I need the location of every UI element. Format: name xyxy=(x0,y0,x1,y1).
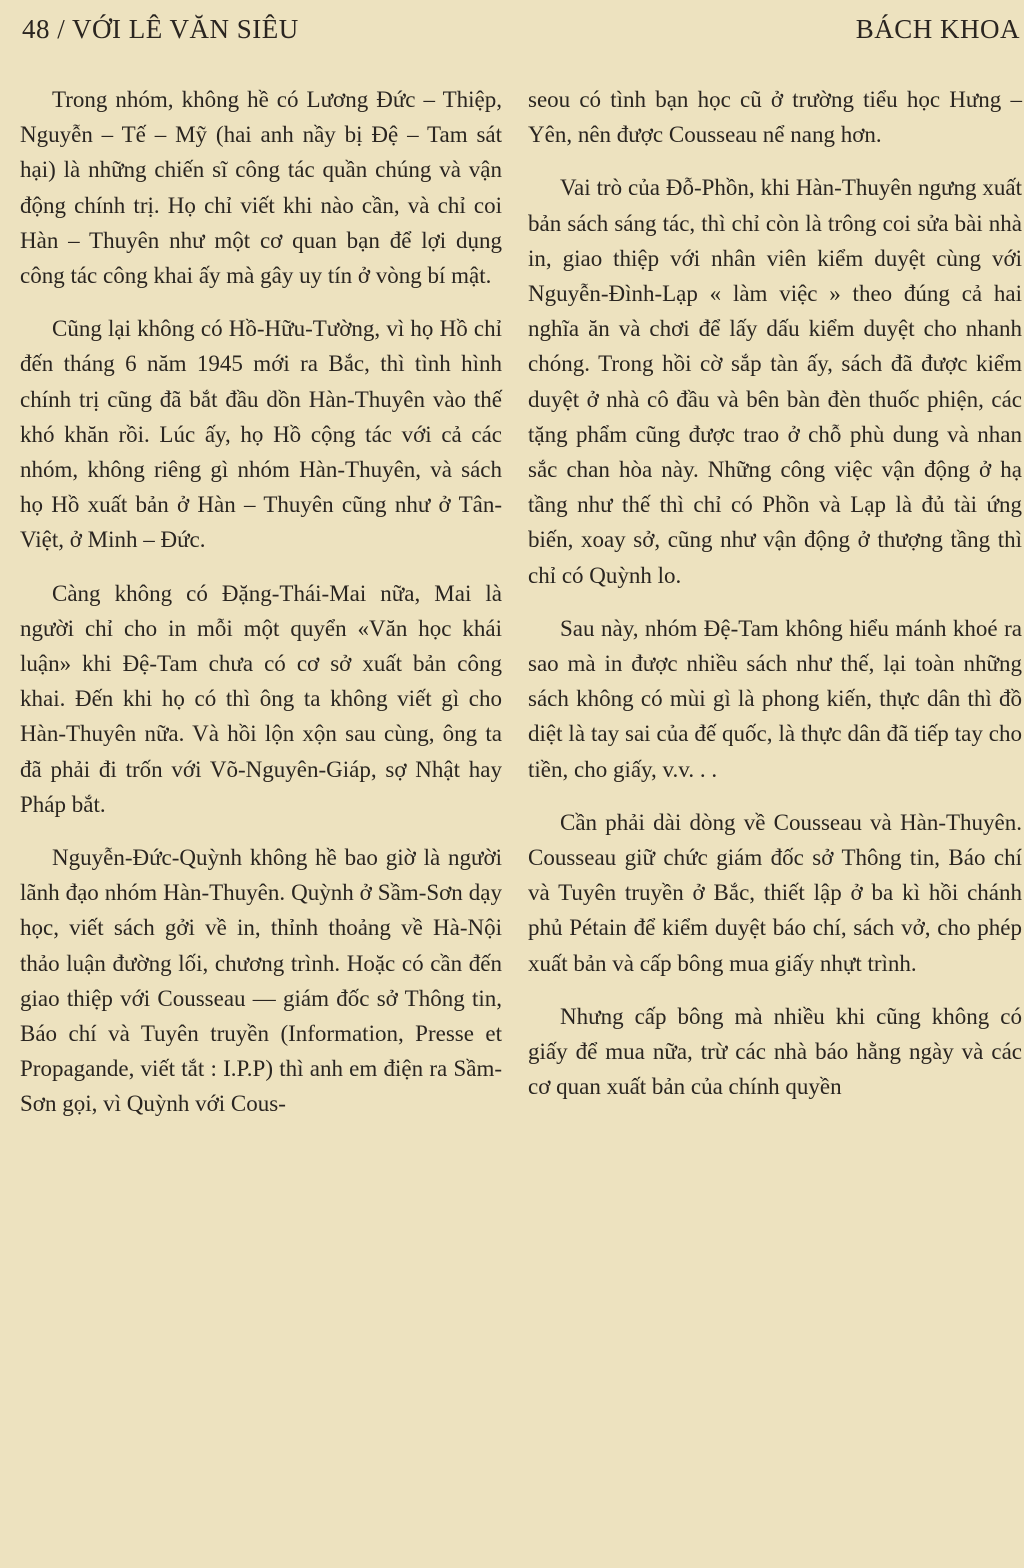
paragraph: Càng không có Đặng-Thái-Mai nữa, Mai là người chỉ cho in mỗi một quyển «Văn học khái luận» khi Đệ-Tam chưa có cơ sở xuất bản công khai. Đến khi họ có thì ông ta không viết gì cho Hàn-Thuyên nữa. Và hồi lộn xộn sau cùng, ông ta đã phải đi trốn với Võ-Nguyên-Giáp, sợ Nhật hay Pháp bắt. xyxy=(20,580,502,817)
header-left: 48 / VỚI LÊ VĂN SIÊU xyxy=(22,14,299,44)
paragraph: Cần phải dài dòng về Cousseau và Hàn-Thuyên. Cousseau giữ chức giám đốc sở Thông tin, Báo chí và Tuyên truyền ở Bắc, thiết lập ở ba kì hồi chánh phủ Pétain để kiểm duyệt báo chí, sách vở, cho phép xuất bản và cấp bông mua giấy nhựt trình. xyxy=(528,809,1022,976)
paragraph: Vai trò của Đỗ-Phồn, khi Hàn-Thuyên ngưng xuất bản sách sáng tác, thì chỉ còn là trông coi sửa bài nhà in, giao thiệp với nhân viên kiểm duyệt cùng với Nguyễn-Đình-Lạp « làm việc » theo đúng cả hai nghĩa ăn và chơi để lấy dấu kiểm duyệt cho nhanh chóng. Trong hồi cờ sắp tàn ấy, sách đã được kiểm duyệt ở nhà cô đầu và bên bàn đèn thuốc phiện, các tặng phẩm cũng được trao ở chỗ phù dung và nhan sắc chan hòa này. Những công việc vận động ở hạ tầng như thế thì chỉ có Phồn và Lạp là đủ tài ứng biến, xoay sở, cũng như vận động ở thượng tầng thì chỉ có Quỳnh lo. xyxy=(528,175,1022,588)
left-column xyxy=(20,82,502,1140)
paragraph: Trong nhóm, không hề có Lương Đức – Thiệp, Nguyễn – Tế – Mỹ (hai anh nầy bị Đệ – Tam sát hại) là những chiến sĩ công tác quần chúng và vận động chính trị. Họ chỉ viết khi nào cần, và chỉ coi Hàn – Thuyên như một cơ quan bạn để lợi dụng công tác công khai ấy mà gây uy tín ở vòng bí mật. xyxy=(20,87,502,289)
paragraph: Cũng lại không có Hồ-Hữu-Tường, vì họ Hồ chỉ đến tháng 6 năm 1945 mới ra Bắc, thì tình hình chính trị cũng đã bắt đầu dồn Hàn-Thuyên vào thế khó khăn rồi. Lúc ấy, họ Hồ cộng tác với cả các nhóm, không riêng gì nhóm Hàn-Thuyên, và sách họ Hồ xuất bản ở Hàn – Thuyên cũng như ở Tân-Việt, ở Minh – Đức. xyxy=(20,316,502,553)
paragraph: Nhưng cấp bông mà nhiều khi cũng không có giấy để mua nữa, trừ các nhà báo hằng ngày và các cơ quan xuất bản của chính quyền xyxy=(528,1003,1022,1100)
paragraph: Sau này, nhóm Đệ-Tam không hiểu mánh khoé ra sao mà in được nhiều sách như thế, lại toàn những sách không có mùi gì là phong kiến, thực dân thì đồ diệt là tay sai của đế quốc, là thực dân đã tiếp tay cho tiền, cho giấy, v.v. . . xyxy=(528,615,1022,782)
paragraph-continued: seou có tình bạn học cũ ở trường tiểu học Hưng – Yên, nên được Cousseau nể nang hơn. xyxy=(528,87,1022,148)
right-column xyxy=(528,82,1022,1122)
header-right: BÁCH KHOA xyxy=(855,14,1020,44)
paragraph: Nguyễn-Đức-Quỳnh không hề bao giờ là người lãnh đạo nhóm Hàn-Thuyên. Quỳnh ở Sầm-Sơn dạy học, viết sách gởi về in, thỉnh thoảng về Hà-Nội thảo luận đường lối, chương trình. Hoặc có cần đến giao thiệp với Cousseau — giám đốc sở Thông tin, Báo chí và Tuyên truyền (Information, Presse et Propagande, viết tắt : I.P.P) thì anh em điện ra Sầm-Sơn gọi, vì Quỳnh với Cous- xyxy=(20,845,502,1117)
page-header xyxy=(22,14,1020,54)
